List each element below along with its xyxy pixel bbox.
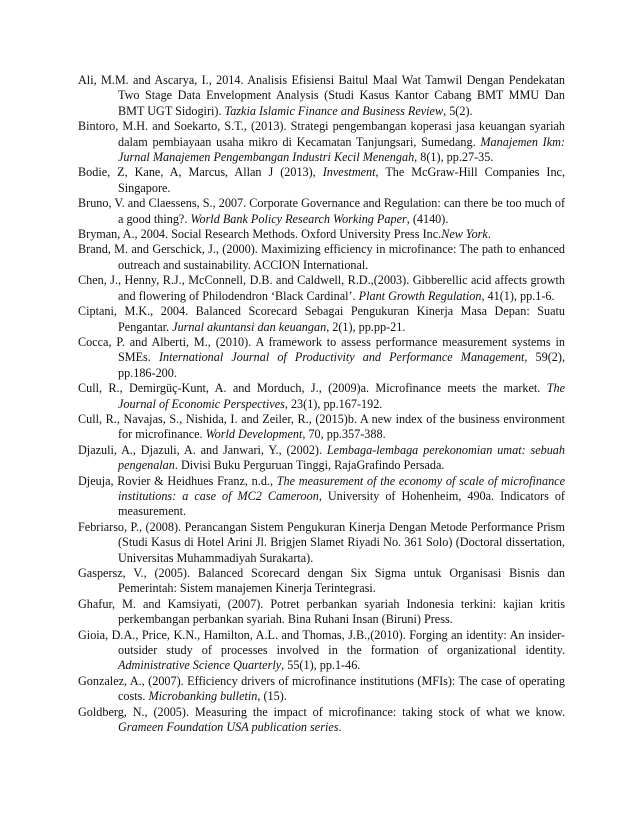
reference-entry: Ciptani, M.K., 2004. Balanced Scorecard Sebagai Pengukuran Kinerja Masa Depan: Suatu Pengantar. Jurnal akuntansi dan keuangan, 2(1), pp.pp-21.	[78, 304, 565, 334]
reference-entry: Ghafur, M. and Kamsiyati, (2007). Potret perbankan syariah Indonesia terkini: kajian kritis perkembangan perbankan syariah. Bina Ruhani Insan (Biruni) Press.	[78, 596, 565, 627]
reference-entry: Djeuja, Rovier & Heidhues Franz, n.d., The measurement of the economy of scale of microfinance institutions: a case of MC2 Cameroon, University of Hohenheim, 490a. Indicators of measurement.	[78, 473, 565, 519]
reference-entry: Bintoro, M.H. and Soekarto, S.T., (2013). Strategi pengembangan koperasi jasa keuangan syariah dalam pembiayaan usaha mikro di Kecamatan Tanjungsari, Sumedang. Manajemen Ikm: Jurnal Manajemen Pengembangan Industri Kecil Menengah, 8(1), pp.27-35.	[78, 119, 565, 165]
reference-entry: Goldberg, N., (2005). Measuring the impact of microfinance: taking stock of what we know. Grameen Foundation USA publication series.	[78, 704, 565, 735]
reference-entry: Djazuli, A., Djazuli, A. and Janwari, Y., (2002). Lembaga-lembaga perekonomian umat: sebuah pengenalan. Divisi Buku Perguruan Tinggi, RajaGrafindo Persada.	[78, 442, 565, 473]
reference-entry: Bruno, V. and Claessens, S., 2007. Corporate Governance and Regulation: can there be too much of a good thing?. World Bank Policy Research Working Paper, (4140).	[78, 196, 565, 226]
reference-entry: Cull, R., Navajas, S., Nishida, I. and Zeiler, R., (2015)b. A new index of the business environment for microfinance. World Development, 70, pp.357-388.	[78, 411, 565, 442]
reference-entry: Gioia, D.A., Price, K.N., Hamilton, A.L. and Thomas, J.B.,(2010). Forging an identity: An insider-outsider study of processes involved in the formation of organizational identity. Administrative Science Quarterly, 55(1), pp.1-46.	[78, 627, 565, 673]
reference-entry: Bodie, Z, Kane, A, Marcus, Allan J (2013), Investment, The McGraw-Hill Companies Inc, Singapore.	[78, 165, 565, 195]
reference-entry: Febriarso, P., (2008). Perancangan Sistem Pengukuran Kinerja Dengan Metode Performance Prism (Studi Kasus di Hotel Arini Jl. Brigjen Slamet Riyadi No. 361 Solo) (Doctoral dissertation, Universitas Muhammadiyah Surakarta).	[78, 519, 565, 565]
reference-entry: Cocca, P. and Alberti, M., (2010). A framework to assess performance measurement systems in SMEs. International Journal of Productivity and Performance Management, 59(2), pp.186-200.	[78, 334, 565, 380]
reference-entry: Ali, M.M. and Ascarya, I., 2014. Analisis Efisiensi Baitul Maal Wat Tamwil Dengan Pendekatan Two Stage Data Envelopment Analysis (Studi Kasus Kantor Cabang BMT MMU Dan BMT UGT Sidogiri). Tazkia Islamic Finance and Business Review, 5(2).	[78, 73, 565, 118]
reference-entry: Cull, R., Demirgüç-Kunt, A. and Morduch, J., (2009)a. Microfinance meets the market. The Journal of Economic Perspectives, 23(1), pp.167-192.	[78, 381, 565, 411]
reference-entry: Chen, J., Henny, R.J., McConnell, D.B. and Caldwell, R.D.,(2003). Gibberellic acid affects growth and flowering of Philodendron ‘Black Cardinal’. Plant Growth Regulation, 41(1), pp.1-6.	[78, 273, 565, 303]
reference-entry: Brand, M. and Gerschick, J., (2000). Maximizing efficiency in microfinance: The path to enhanced outreach and sustainability. ACCION International.	[78, 242, 565, 272]
reference-entry: Gaspersz, V., (2005). Balanced Scorecard dengan Six Sigma untuk Organisasi Bisnis dan Pemerintah: Sistem manajemen Kinerja Terintegrasi.	[78, 566, 565, 596]
reference-list	[78, 73, 565, 735]
reference-entry: Gonzalez, A., (2007). Efficiency drivers of microfinance institutions (MFIs): The case of operating costs. Microbanking bulletin, (15).	[78, 673, 565, 704]
reference-entry: Bryman, A., 2004. Social Research Methods. Oxford University Press Inc.New York.	[78, 227, 491, 242]
